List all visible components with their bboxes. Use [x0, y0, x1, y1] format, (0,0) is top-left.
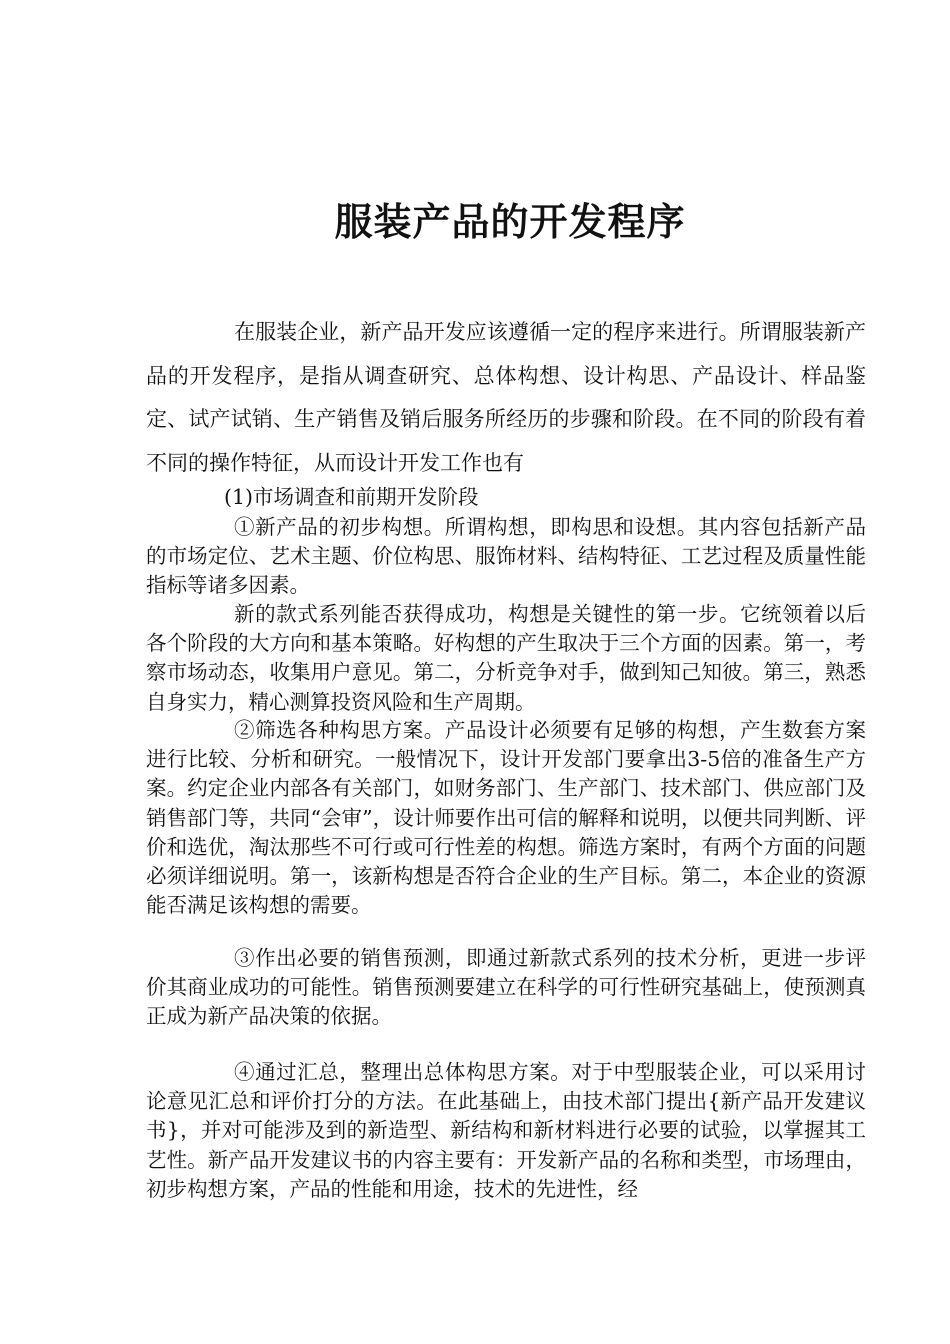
intro-paragraph: 在服装企业，新产品开发应该遵循一定的程序来进行。所谓服装新产品的开发程序，是指从调查研究、总体构想、设计构思、产品设计、样品鉴定、试产试销、生产销售及销后服务所经历的步骤和阶段。在不同的阶段有着不同的操作特征，从而设计开发工作也有: [146, 320, 866, 475]
paragraph-overall-plan: ④通过汇总，整理出总体构思方案。对于中型服装企业，可以采用讨论意见汇总和评价打分的方法。在此基础上，由技术部门提出{新产品开发建议书}，并对可能涉及到的新造型、新结构和新材料进行必要的试验，以掌握其工艺性。新产品开发建议书的内容主要有：开发新产品的名称和类型，市场理由，初步构想方案，产品的性能和用途，技术的先进性，经: [146, 1060, 866, 1201]
paragraph-initial-concept: ①新产品的初步构想。所谓构想，即构思和设想。其内容包括新产品的市场定位、艺术主题、价位构思、服饰材料、结构特征、工艺过程及质量性能指标等诸多因素。: [146, 515, 866, 598]
paragraph-sales-forecast: ③作出必要的销售预测，即通过新款式系列的技术分析，更进一步评价其商业成功的可能性。销售预测要建立在科学的可行性研究基础上，使预测真正成为新产品决策的依据。: [146, 946, 866, 1029]
paragraph-screen-proposals: ②筛选各种构思方案。产品设计必须要有足够的构想，产生数套方案进行比较、分析和研究。一般情况下，设计开发部门要拿出3-5倍的准备生产方案。约定企业内部各有关部门，如财务部门、生产部门、技术部门、供应部门及销售部门等，共同“会审”，设计师要作出可信的解释和说明，以便共同判断、评价和选优，淘汰那些不可行或可行性差的构想。筛选方案时，有两个方面的问题必须详细说明。第一，该新构想是否符合企业的生产目标。第二，本企业的资源能否满足该构想的需要。: [146, 718, 866, 918]
section-heading: (1)市场调查和前期开发阶段: [224, 485, 479, 509]
document-title: 服装产品的开发程序: [334, 199, 686, 244]
paragraph-concept-importance: 新的款式系列能否获得成功，构想是关键性的第一步。它统领着以后各个阶段的大方向和基本策略。好构想的产生取决于三个方面的因素。第一，考察市场动态，收集用户意见。第二，分析竞争对手，做到知己知彼。第三，熟悉自身实力，精心测算投资风险和生产周期。: [146, 602, 866, 714]
